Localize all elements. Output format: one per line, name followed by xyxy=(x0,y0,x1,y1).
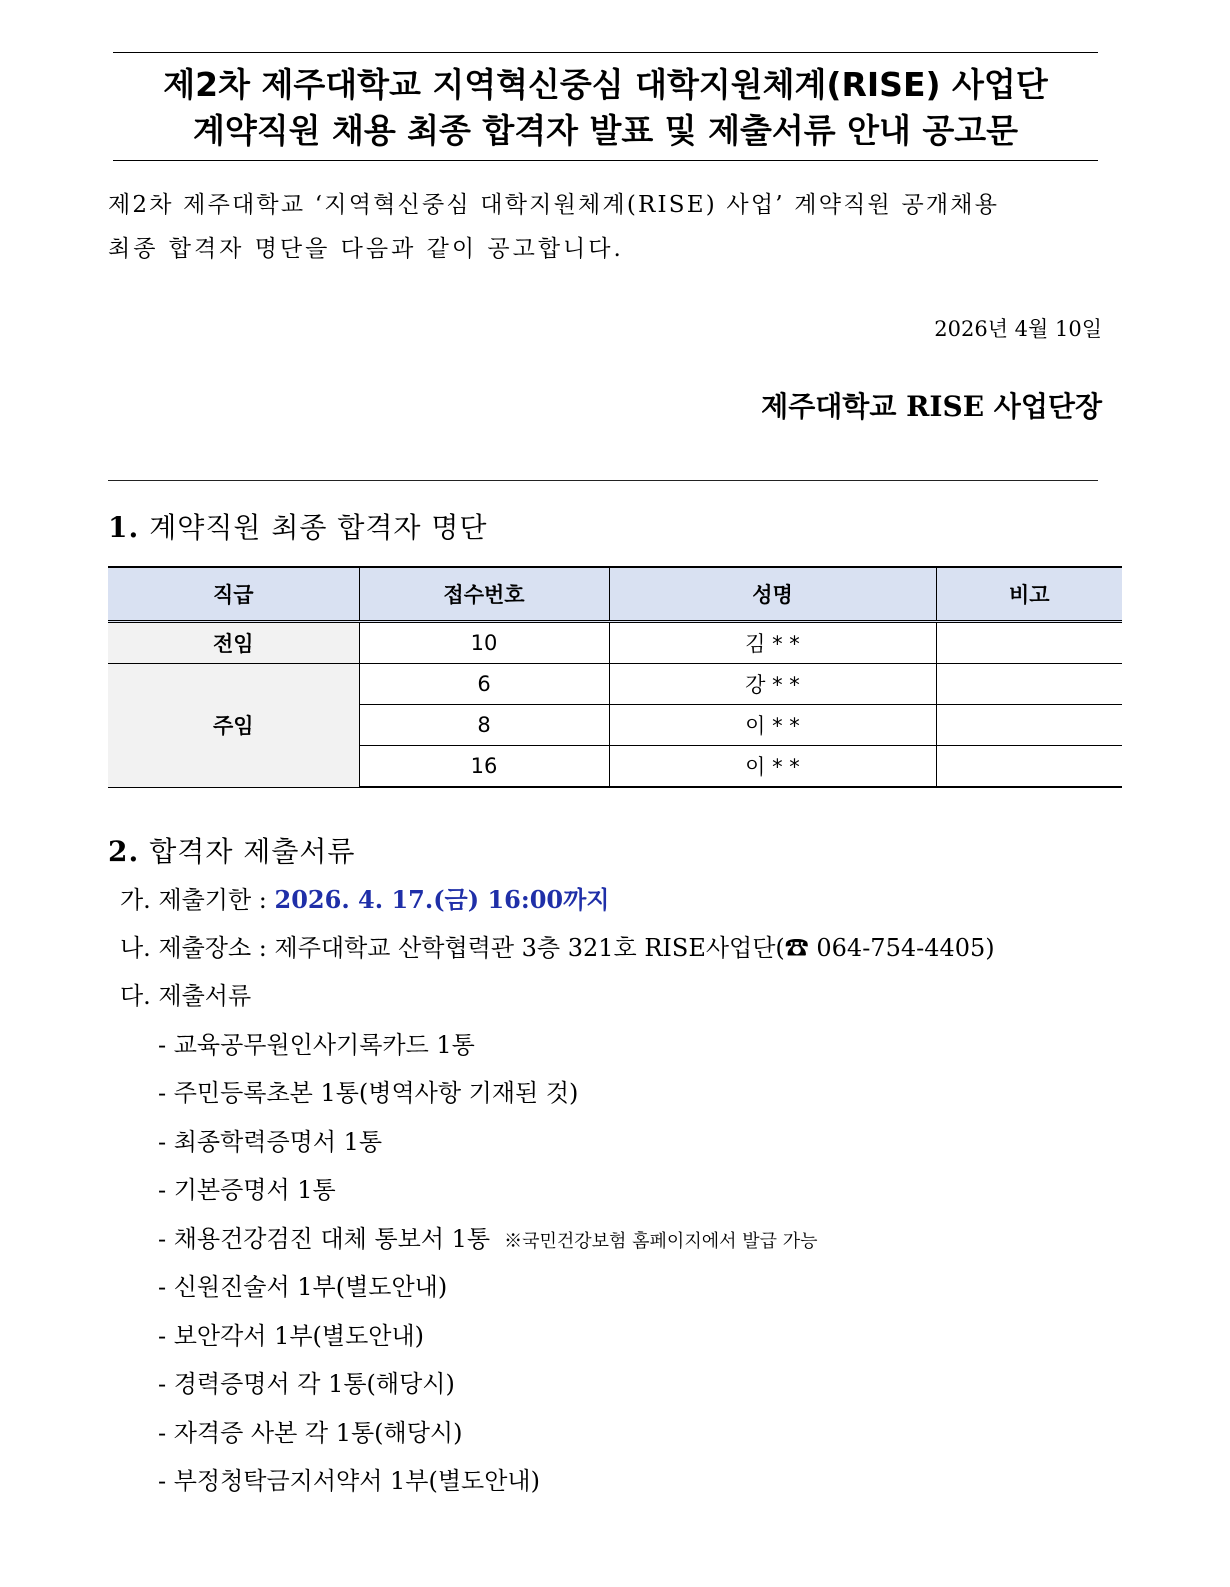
col-header-rank: 직급 xyxy=(108,567,359,622)
submission-deadline xyxy=(120,885,610,914)
name-cell: 이 * * xyxy=(609,705,936,746)
list-item: - 경력증명서 각 1통(해당시) xyxy=(158,1370,455,1398)
title-bottom-rule xyxy=(113,160,1098,161)
section-2-heading xyxy=(108,830,355,870)
app-no-cell: 10 xyxy=(359,622,609,664)
table-row xyxy=(108,622,1122,664)
place-label: 나. 제출장소 : xyxy=(120,934,275,962)
issuer-signature: 제주대학교 RISE 사업단장 xyxy=(761,390,1102,423)
announcement-date: 2026년 4월 10일 xyxy=(934,317,1102,341)
section-divider xyxy=(108,480,1098,481)
remarks-cell xyxy=(936,664,1122,705)
list-item: - 최종학력증명서 1통 xyxy=(158,1128,383,1156)
name-cell: 김 * * xyxy=(609,622,936,664)
list-item: - 보안각서 1부(별도안내) xyxy=(158,1322,425,1350)
rank-cell: 전임 xyxy=(108,622,359,664)
list-item: - 자격증 사본 각 1통(해당시) xyxy=(158,1419,463,1447)
submission-place xyxy=(120,936,995,960)
col-header-app-no: 접수번호 xyxy=(359,567,609,622)
list-item: - 부정청탁금지서약서 1부(별도안내) xyxy=(158,1467,540,1495)
col-header-remarks: 비고 xyxy=(936,567,1122,622)
deadline-value: 2026. 4. 17.(금) 16:00까지 xyxy=(274,885,610,914)
app-no-cell: 8 xyxy=(359,705,609,746)
rank-cell: 주임 xyxy=(108,664,359,788)
page-title-line-2: 계약직원 채용 최종 합격자 발표 및 제출서류 안내 공고문 xyxy=(192,111,1019,150)
documents-label: 다. 제출서류 xyxy=(120,982,252,1010)
col-header-name: 성명 xyxy=(609,567,936,622)
table-row xyxy=(108,664,1122,705)
section-2-number: 2. xyxy=(108,835,140,868)
list-item: - 주민등록초본 1통(병역사항 기재된 것) xyxy=(158,1079,579,1107)
health-note: ※국민건강보험 홈페이지에서 발급 가능 xyxy=(504,1231,818,1252)
title-top-rule xyxy=(113,52,1098,53)
list-item-text: - 채용건강검진 대체 통보서 1통 xyxy=(158,1225,491,1253)
remarks-cell xyxy=(936,622,1122,664)
app-no-cell: 16 xyxy=(359,746,609,788)
app-no-cell: 6 xyxy=(359,664,609,705)
list-item: - 교육공무원인사기록카드 1통 xyxy=(158,1031,475,1059)
page-title-line-1: 제2차 제주대학교 지역혁신중심 대학지원체계(RISE) 사업단 xyxy=(163,65,1048,104)
intro-line-2: 최종 합격자 명단을 다음과 같이 공고합니다. xyxy=(108,236,624,262)
table-header-row xyxy=(108,567,1122,622)
section-1-title: 계약직원 최종 합격자 명단 xyxy=(149,511,488,544)
name-cell: 강 * * xyxy=(609,664,936,705)
list-item: - 신원진술서 1부(별도안내) xyxy=(158,1273,448,1301)
remarks-cell xyxy=(936,746,1122,788)
section-2-title: 합격자 제출서류 xyxy=(149,835,356,868)
place-value: 제주대학교 산학협력관 3층 321호 RISE사업단(☎ 064-754-4405) xyxy=(274,934,995,962)
list-item-health-check xyxy=(158,1227,817,1251)
section-1-heading xyxy=(108,506,487,546)
deadline-label: 가. 제출기한 : xyxy=(120,886,275,914)
results-table xyxy=(108,566,1122,788)
name-cell: 이 * * xyxy=(609,746,936,788)
section-1-number: 1. xyxy=(108,511,140,544)
remarks-cell xyxy=(936,705,1122,746)
intro-line-1: 제2차 제주대학교 ‘지역혁신중심 대학지원체계(RISE) 사업’ 계약직원 공개채용 xyxy=(108,192,1000,218)
list-item: - 기본증명서 1통 xyxy=(158,1176,336,1204)
